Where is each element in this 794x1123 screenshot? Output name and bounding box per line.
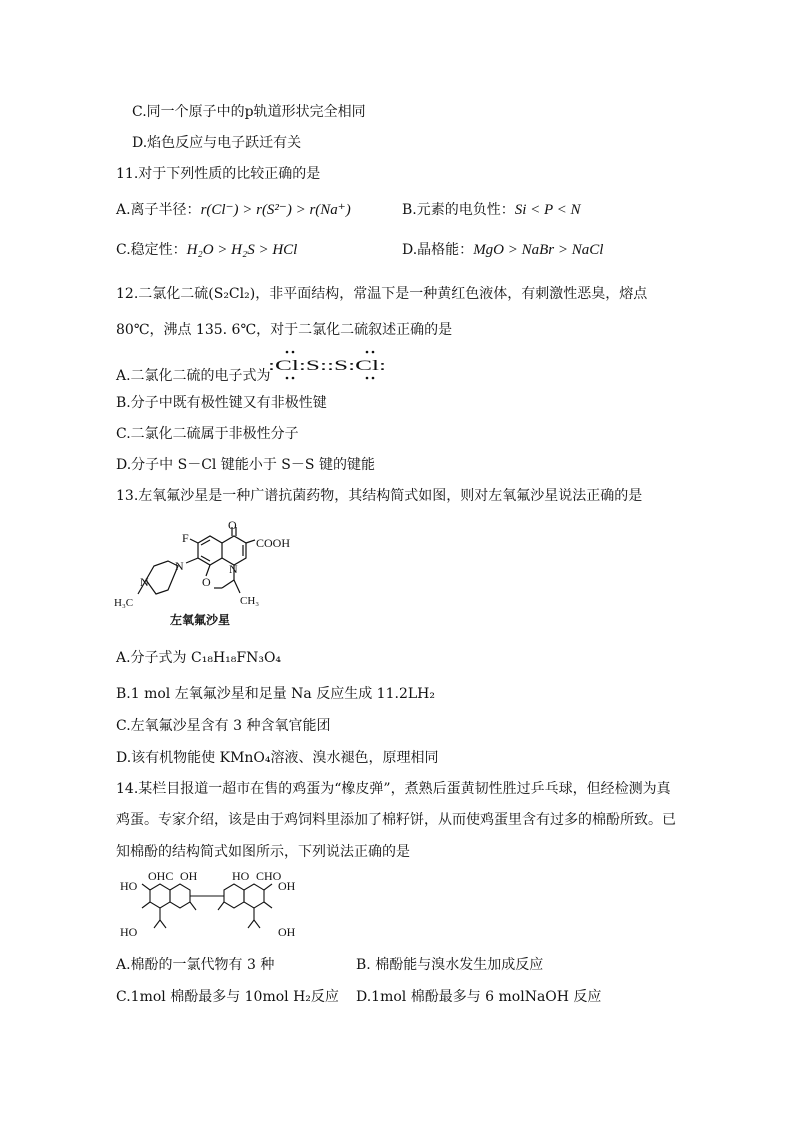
q11-stem: 11.对于下列性质的比较正确的是	[116, 166, 321, 182]
q13-struct-label-n3: N	[140, 575, 149, 589]
gossypol-structure	[116, 866, 316, 946]
q11-option-a	[116, 200, 351, 220]
q13-option-b: B.1 mol 左氧氟沙星和足量 Na 反应生成 11.2LH₂	[116, 686, 435, 702]
electron-dot-formula-image	[268, 348, 388, 382]
q14-struct-label-oh3: OH	[278, 925, 296, 939]
q13-option-c: C.左氧氟沙星含有 3 种含氧官能团	[116, 718, 331, 734]
q11-option-a-math: r(Cl⁻) > r(S²⁻) > r(Na⁺)	[200, 202, 351, 218]
q14-option-b: B. 棉酚能与溴水发生加成反应	[356, 957, 544, 973]
q11-option-a-label: A.离子半径：	[116, 202, 201, 218]
gossypol-structure-diagram	[116, 866, 316, 946]
q14-struct-label-oh1: OH	[180, 869, 198, 883]
q11-option-d	[402, 240, 603, 260]
q14-option-d: D.1mol 棉酚最多与 6 molNaOH 反应	[356, 989, 602, 1005]
q14-struct-label-ohc: OHC	[148, 869, 174, 883]
q14-struct-label-ho1: HO	[120, 879, 138, 893]
q13-struct-label-o2: O	[202, 575, 211, 589]
q12-option-d: D.分子中 S－Cl 键能小于 S－S 键的键能	[116, 457, 375, 473]
q13-struct-label-cooh: COOH	[256, 536, 291, 550]
q11-option-b	[402, 200, 581, 220]
q14-struct-label-oh2: OH	[278, 879, 296, 893]
q13-struct-label-h3c: H₃C	[114, 597, 134, 609]
q12-stem-line2: 80℃，沸点 135. 6℃，对于二氯化二硫叙述正确的是	[116, 322, 453, 338]
q13-option-d: D.该有机物能使 KMnO₄溶液、溴水褪色，原理相同	[116, 750, 439, 766]
q12-electron-formula-text: :Cl:S::S:Cl:	[268, 358, 386, 374]
q11-option-d-label: D.晶格能：	[402, 242, 474, 258]
q12-electron-formula	[268, 348, 388, 382]
q12-stem-line1: 12.二氯化二硫(S₂Cl₂)，非平面结构，常温下是一种黄红色液体，有刺激性恶臭，熔点	[116, 286, 648, 302]
q12-option-a: A.二氯化二硫的电子式为	[116, 368, 271, 384]
q14-struct-label-ho3: HO	[120, 925, 138, 939]
levofloxacin-caption: 左氧氟沙星	[170, 613, 231, 627]
q14-option-c: C.1mol 棉酚最多与 10mol H₂反应	[116, 989, 339, 1005]
q12-option-c: C.二氯化二硫属于非极性分子	[116, 426, 299, 442]
q13-option-a: A.分子式为 C₁₈H₁₈FN₃O₄	[116, 650, 282, 666]
q10-option-d: D.焰色反应与电子跃迁有关	[132, 135, 302, 151]
q14-stem-line3: 知棉酚的结构简式如图所示，下列说法正确的是	[116, 844, 410, 860]
q14-struct-label-cho: CHO	[256, 869, 282, 883]
q13-stem: 13.左氧氟沙星是一种广谱抗菌药物，其结构简式如图，则对左氧氟沙星说法正确的是	[116, 488, 643, 504]
q11-option-c-math: H₂O > H₂S > HCl	[186, 242, 298, 258]
q10-option-c: C.同一个原子中的p轨道形状完全相同	[132, 104, 366, 120]
q13-struct-label-n2: N	[175, 559, 184, 573]
q11-option-c	[116, 240, 297, 260]
q13-struct-label-o1: O	[228, 520, 237, 532]
q11-option-d-math: MgO > NaBr > NaCl	[473, 242, 604, 258]
q13-struct-label-n1: N	[229, 562, 238, 576]
q13-struct-label-f: F	[182, 531, 189, 545]
q14-stem-line2: 鸡蛋。专家介绍，该是由于鸡饲料里添加了棉籽饼，从而使鸡蛋里含有过多的棉酚所致。已	[116, 812, 676, 828]
q11-option-b-label: B.元素的电负性：	[402, 202, 515, 218]
q12-option-b: B.分子中既有极性键又有非极性键	[116, 395, 327, 411]
q13-struct-label-ch3: CH₃	[240, 595, 260, 607]
q11-option-c-label: C.稳定性：	[116, 242, 187, 258]
q14-option-a: A.棉酚的一氯代物有 3 种	[116, 957, 275, 973]
q14-stem-line1: 14.某栏目报道一超市在售的鸡蛋为“橡皮弹”，煮熟后蛋黄韧性胜过乒乓球，但经检测为真	[116, 781, 671, 797]
q11-option-b-math: Si < P < N	[514, 202, 581, 218]
q14-struct-label-ho2: HO	[232, 869, 250, 883]
